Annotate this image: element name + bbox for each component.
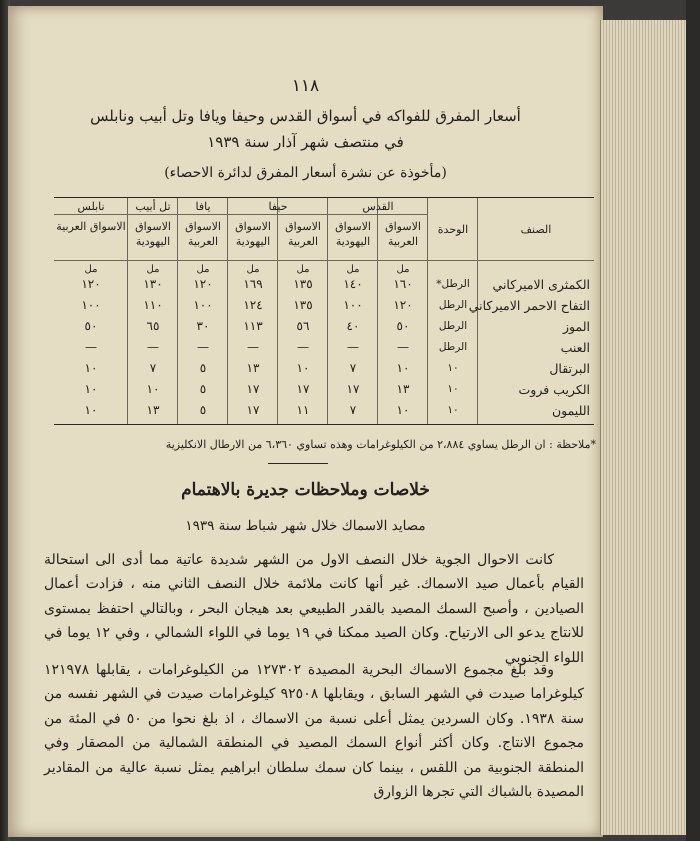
- sub-header-arab: الاسواق العربية: [185, 220, 221, 248]
- currency-label: مل: [346, 264, 360, 275]
- row-unit: الرطل*: [436, 278, 470, 290]
- price-cell: ١٣٥: [293, 277, 313, 291]
- price-cell: —: [397, 340, 409, 354]
- price-cell: ١٦٠: [393, 277, 413, 291]
- row-item-name: التفاح الاحمر الاميركاني: [468, 298, 590, 313]
- price-cell: ١٧: [246, 403, 260, 417]
- row-unit: الرطل: [438, 320, 468, 332]
- price-cell: ١٦٩: [243, 277, 263, 291]
- price-cell: ١٧: [296, 382, 310, 396]
- sub-header-jewish: الاسواق اليهودية: [135, 220, 171, 248]
- row-unit: الرطل: [438, 341, 468, 353]
- price-cell: ٥: [199, 382, 207, 396]
- price-cell: ٣٠: [196, 319, 210, 333]
- section-divider: [268, 463, 328, 464]
- price-cell: ١٠٠: [343, 298, 363, 312]
- header-item: الصنف: [520, 223, 552, 236]
- price-cell: ١٤٠: [343, 277, 363, 291]
- price-cell: ١٢٠: [81, 277, 101, 291]
- price-cell: ١٣: [396, 382, 410, 396]
- row-item-name: الكمثرى الاميركاني: [492, 277, 590, 292]
- price-cell: —: [347, 340, 359, 354]
- price-cell: ٥: [199, 403, 207, 417]
- price-cell: ١١٣: [243, 319, 263, 333]
- paragraph: كانت الاحوال الجوية خلال النصف الاول من الشهر شديدة عاتية مما أدى الى استحالة القيام بأعمال صيد الاسماك. غير أنها كانت ملائمة خلال النصف الثاني منه ، فزادت أعمال الصيادين ، وأصبح السمك المصيد بالقدر الطبيعي بعد هيجان البحر ، وبالتالي احتفظ بمستوى للانتاج يدعو الى الارتياح. وكان الصيد ممكنا في ١٩ يوما في اللواء الشمالي ، وفي ١٢ يوما في اللواء الجنوبي: [44, 552, 584, 666]
- price-cell: ١٧: [346, 382, 360, 396]
- price-cell: ١٣: [246, 361, 260, 375]
- price-cell: —: [85, 340, 97, 354]
- row-unit: الرطل: [438, 299, 468, 311]
- page-edges: [600, 20, 689, 835]
- price-cell: ٧: [349, 361, 357, 375]
- price-cell: —: [247, 340, 259, 354]
- row-item-name: العنب: [560, 340, 590, 355]
- book-cover-edge: [686, 0, 700, 841]
- footnote: *ملاحظة : ان الرطل يساوي ٢،٨٨٤ من الكيلوغرامات وهذه تساوي ٦،٣٦٠ من الارطال الانكليزية: [165, 438, 596, 451]
- group-tel-aviv: تل أبيب: [135, 200, 171, 213]
- row-unit: ١٠: [447, 383, 459, 395]
- price-cell: ١٢٠: [193, 277, 213, 291]
- price-cell: ١٠: [296, 361, 310, 375]
- price-cell: ٧: [149, 361, 157, 375]
- price-cell: ١٣٥: [293, 298, 313, 312]
- table-source-note: (مأخوذة عن نشرة أسعار المفرق لدائرة الاحصاء): [164, 165, 447, 181]
- book-page: [8, 6, 603, 837]
- sub-header-jewish: الاسواق اليهودية: [235, 220, 271, 248]
- row-item-name: الكريب فروت: [518, 382, 590, 397]
- price-cell: —: [297, 340, 309, 354]
- price-cell: ١٠٠: [193, 298, 213, 312]
- price-cell: ٥٠: [396, 319, 410, 333]
- paragraph: وقد بلغ مجموع الاسماك البحرية المصيدة ١٢٧٣٠٢ من الكيلوغرامات ، يقابلها ١٢١٩٧٨ كيلوغراما صيدت في الشهر السابق ، ويقابلها ٩٢٥٠٨ كيلوغرامات صيدت في الشهر نفسه من سنة ١٩٣٨. وكان السردين يمثل أعلى نسبة من الاسماك ، اذ بلغ نحوا من ٥٠ في المئة من مجموع الانتاج. وكان أكثر أنواع السمك المصيد في المنطقة الشمالية من المصقار وفي المنطقة الجنوبية من اللقس ، بينما كان سمك سلطان ابراهيم يمثل نسبة عالية من المقادير المصيدة بالشباك التي تجرها الزوارق: [44, 662, 584, 801]
- table-title: أسعار المفرق للفواكه في أسواق القدس وحيفا ويافا وتل أبيب ونابلس: [90, 107, 521, 125]
- section-subheading: مصايد الاسماك خلال شهر شباط سنة ١٩٣٩: [185, 518, 426, 534]
- price-cell: ١٢٤: [243, 298, 263, 312]
- sub-header-arab: الاسواق العربية: [385, 220, 421, 248]
- sub-header-jewish: الاسواق اليهودية: [335, 220, 371, 248]
- row-item-name: الليمون: [551, 403, 590, 418]
- row-item-name: البرتقال: [549, 361, 590, 376]
- price-cell: ٥٠: [84, 319, 98, 333]
- section-heading: خلاصات وملاحظات جديرة بالاهتمام: [181, 480, 430, 500]
- currency-label: مل: [146, 264, 160, 275]
- page-number: ١١٨: [291, 76, 320, 96]
- row-item-name: الموز: [562, 319, 590, 334]
- currency-label: مل: [396, 264, 410, 275]
- price-cell: —: [197, 340, 209, 354]
- price-cell: —: [147, 340, 159, 354]
- price-cell: ١٠: [84, 382, 98, 396]
- price-cell: ٧: [349, 403, 357, 417]
- price-cell: ١٣: [146, 403, 160, 417]
- currency-label: مل: [196, 264, 210, 275]
- group-jaffa: يافا: [195, 200, 211, 213]
- price-cell: ٦٥: [146, 319, 160, 333]
- price-cell: ١٠: [146, 382, 160, 396]
- price-cell: ١٠: [396, 403, 410, 417]
- price-cell: ٥: [199, 361, 207, 375]
- currency-label: مل: [84, 264, 98, 275]
- price-cell: ٤٠: [346, 319, 360, 333]
- price-cell: ١٧: [246, 382, 260, 396]
- row-unit: ١٠: [447, 362, 459, 374]
- group-haifa: حيفا: [268, 200, 288, 213]
- price-cell: ١١: [296, 403, 310, 417]
- price-cell: ١٠٠: [81, 298, 101, 312]
- group-jerusalem: القدس: [362, 200, 394, 213]
- row-unit: ١٠: [447, 404, 459, 416]
- table-title-date: في منتصف شهر آذار سنة ١٩٣٩: [207, 133, 404, 151]
- currency-label: مل: [246, 264, 260, 275]
- price-cell: ١٣٠: [143, 277, 163, 291]
- price-cell: ١١٠: [143, 298, 163, 312]
- price-cell: ٥٦: [296, 319, 310, 333]
- price-cell: ١٢٠: [393, 298, 413, 312]
- price-cell: ١٠: [84, 361, 98, 375]
- group-nablus: نابلس: [77, 200, 105, 213]
- sub-header-arab: الاسواق العربية: [285, 220, 321, 248]
- price-cell: ١٠: [396, 361, 410, 375]
- sub-header-arab: الاسواق العربية: [56, 220, 126, 233]
- price-cell: ١٠: [84, 403, 98, 417]
- prices-table: [54, 197, 594, 425]
- currency-label: مل: [296, 264, 310, 275]
- header-unit: الوحدة: [437, 223, 469, 236]
